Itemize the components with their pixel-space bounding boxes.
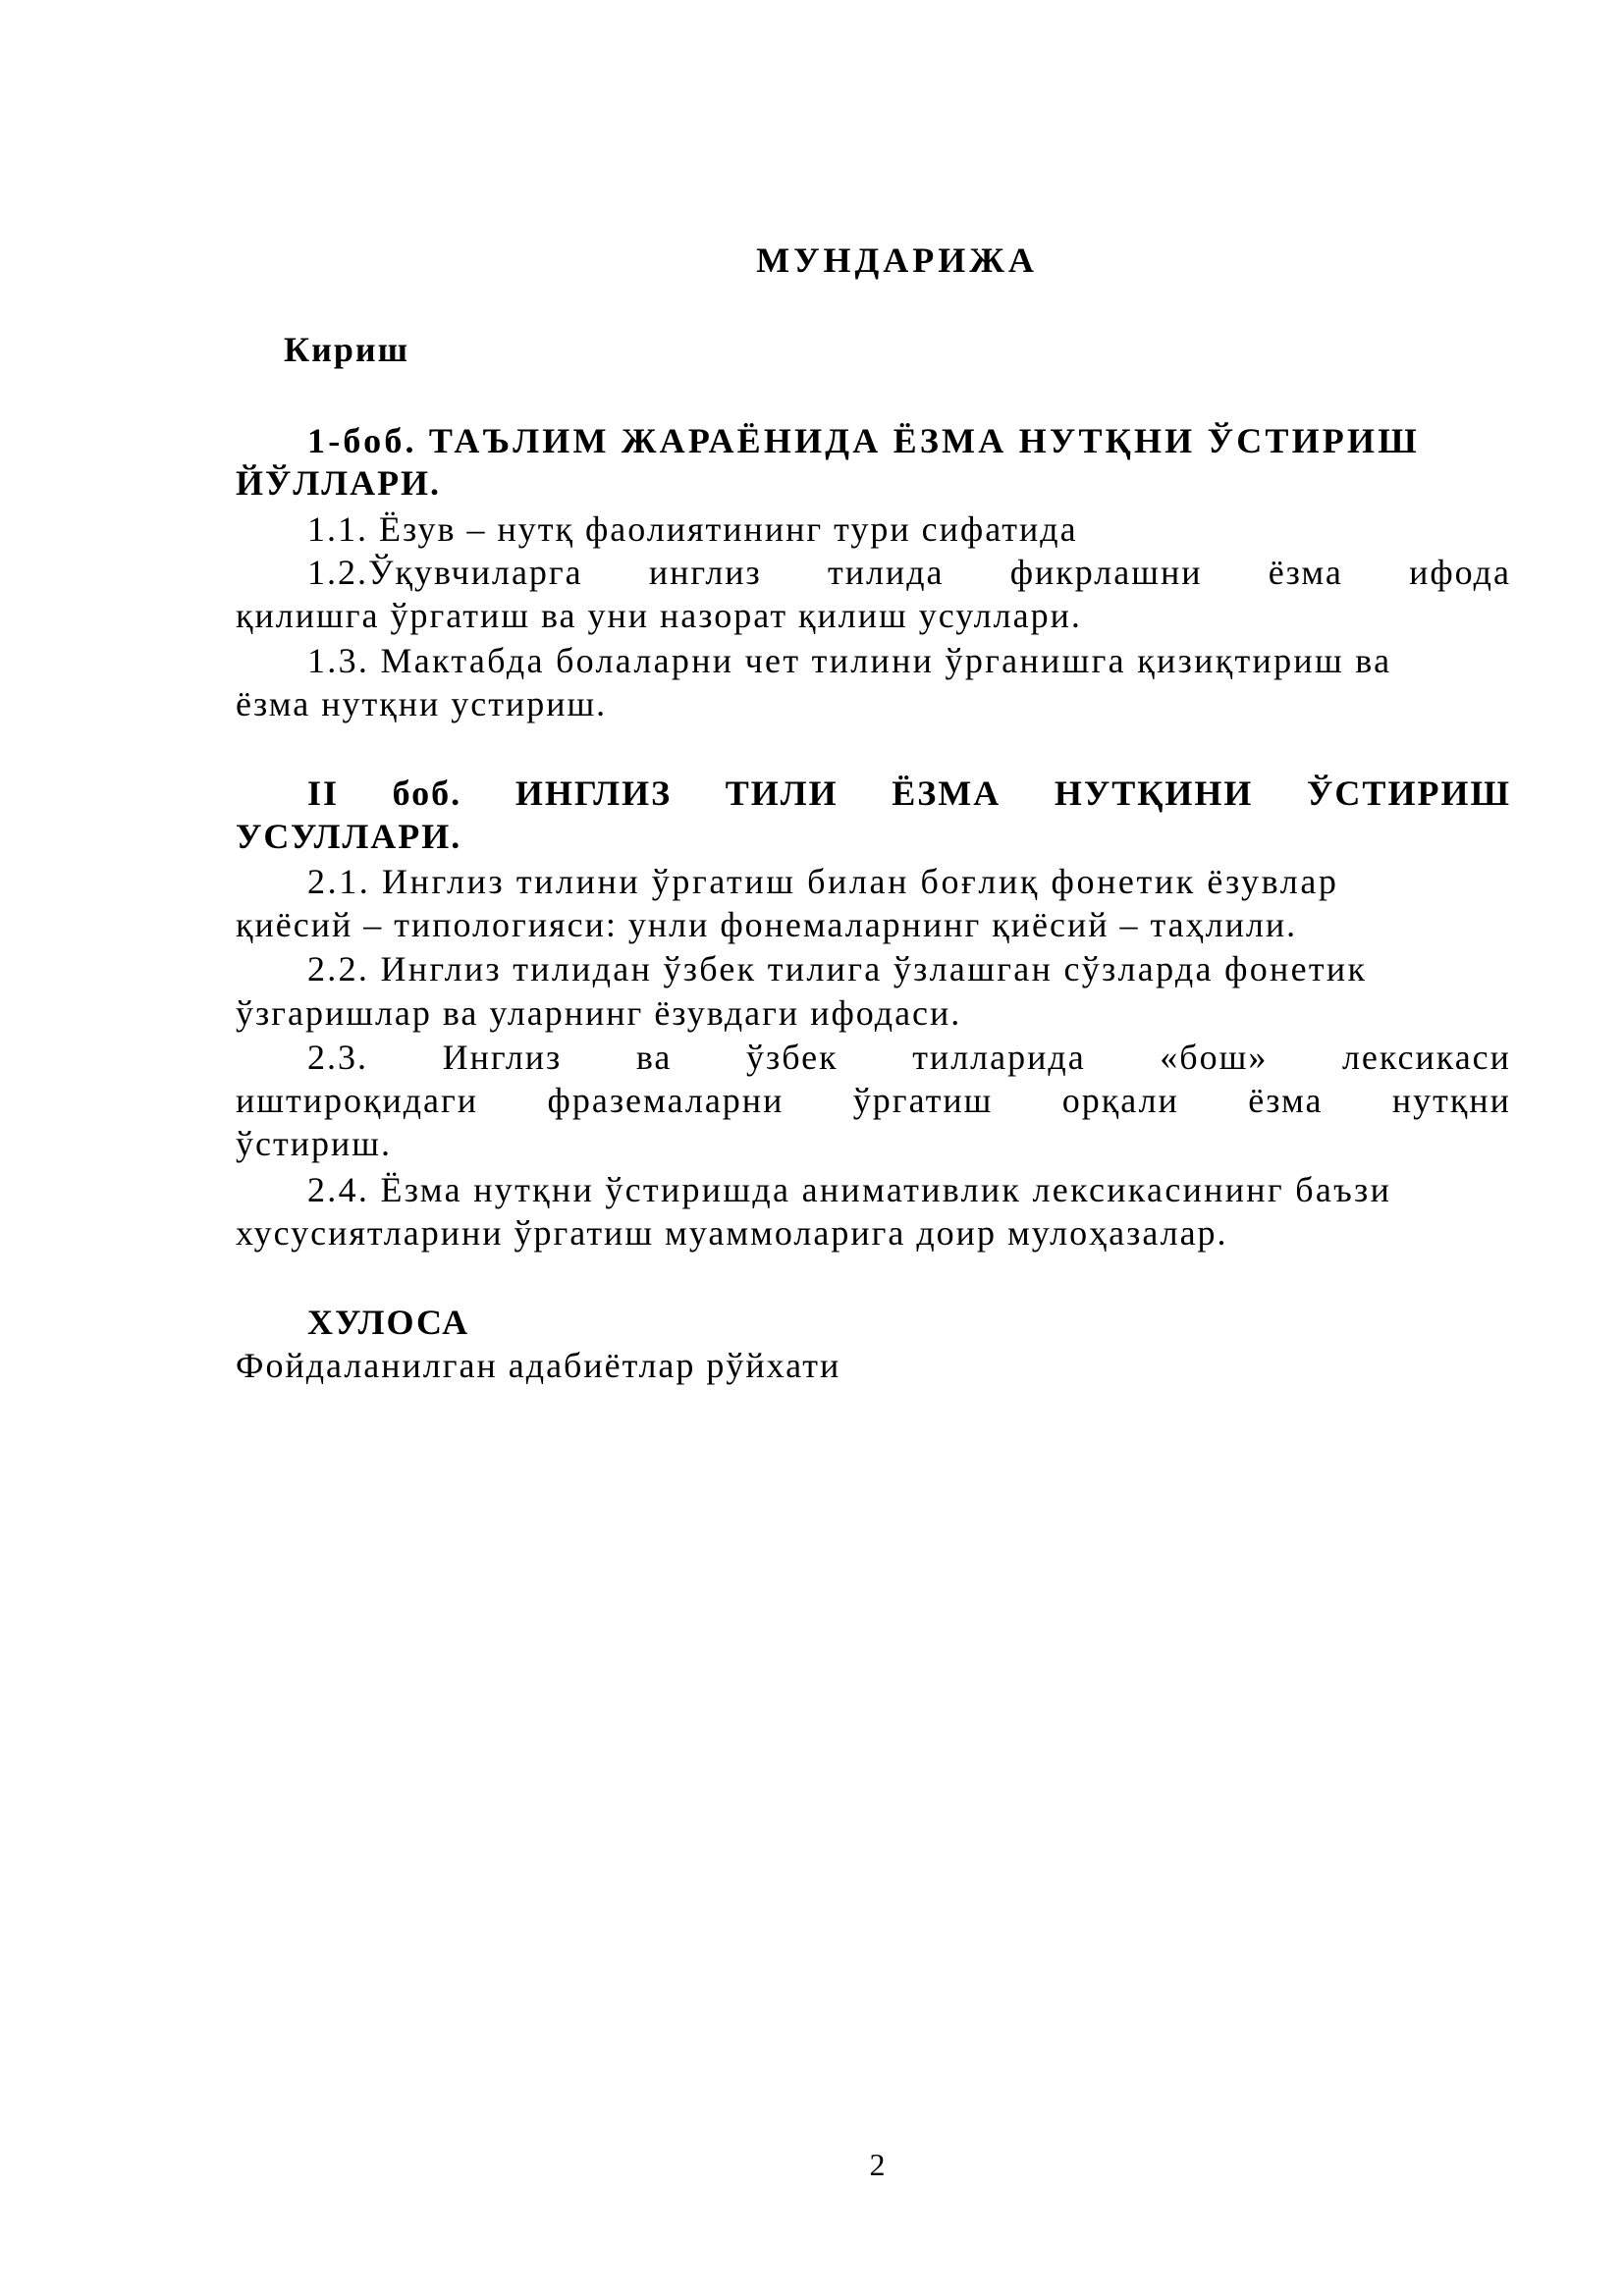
word: иштироқидаги [236, 1081, 479, 1120]
intro-heading: Кириш [284, 330, 410, 369]
word: боб. [392, 774, 462, 813]
word: ёзма [1268, 553, 1343, 592]
word: нутқни [1391, 1081, 1511, 1120]
word: 1.2.Ўқувчиларга [307, 553, 583, 592]
word: ифода [1409, 553, 1511, 592]
word: 2.3. [307, 1038, 368, 1077]
word: ўзбек [746, 1038, 839, 1077]
chapter1-heading-line2: ЙЎЛЛАРИ. [236, 463, 442, 503]
word: ўргатиш [852, 1081, 994, 1120]
section-1-1: 1.1. Ёзув – нутқ фаолиятининг тури сифатида [307, 509, 1078, 549]
section-1-3-line2: ёзма нутқни устириш. [236, 684, 608, 723]
word: ёзма [1248, 1081, 1324, 1120]
section-2-1-line1: 2.1. Инглиз тилини ўргатиш билан боғлиқ фонетик ёзувлар [307, 862, 1339, 901]
word: ИНГЛИЗ [514, 774, 673, 813]
section-2-3-line1 [307, 1036, 1511, 1079]
word: ЁЗМА [892, 774, 1001, 813]
word: ва [635, 1038, 673, 1077]
word: фраземаларни [547, 1081, 785, 1120]
section-2-4-line1: 2.4. Ёзма нутқни ўстиришда анимативлик лексикасининг баъзи [307, 1170, 1392, 1209]
word: Инглиз [442, 1038, 563, 1077]
page-number: 2 [869, 2147, 886, 2182]
references-heading: Фойдаланилган адабиётлар рўйхати [236, 1346, 841, 1385]
page-title: МУНДАРИЖА [756, 240, 1038, 280]
word: лексикаси [1341, 1038, 1511, 1077]
word: тилида [827, 553, 945, 592]
chapter2-heading-line1 [307, 772, 1511, 815]
word: НУТҚИНИ [1054, 774, 1254, 813]
chapter1-heading-line1: 1-боб. ТАЪЛИМ ЖАРАЁНИДА ЁЗМА НУТҚНИ ЎСТИРИШ [307, 421, 1420, 460]
word: ТИЛИ [725, 774, 839, 813]
section-2-2-line2: ўзгаришлар ва уларнинг ёзувдаги ифодаси. [236, 993, 962, 1033]
section-2-3-line3: ўстириш. [236, 1124, 392, 1163]
section-2-4-line2: хусусиятларини ўргатиш муаммоларига доир мулоҳазалар. [236, 1213, 1228, 1253]
word: орқали [1061, 1081, 1179, 1120]
word: ЎСТИРИШ [1307, 774, 1511, 813]
chapter2-heading-line2: УСУЛЛАРИ. [236, 817, 462, 856]
section-1-2-line2: қилишга ўргатиш ва уни назорат қилиш усуллари. [236, 596, 1082, 635]
word: фикрлашни [1009, 553, 1203, 592]
word: инглиз [648, 553, 762, 592]
section-2-2-line1: 2.2. Инглиз тилидан ўзбек тилига ўзлашган сўзларда фонетик [307, 949, 1368, 988]
word: II [307, 774, 340, 813]
section-1-3-line1: 1.3. Мактабда болаларни чет тилини ўрганишга қизиқтириш ва [307, 641, 1392, 680]
section-1-2-line1 [307, 551, 1511, 594]
section-2-1-line2: қиёсий – типологияси: унли фонемаларнинг қиёсий – таҳлили. [236, 905, 1298, 944]
word: тилларида [912, 1038, 1086, 1077]
conclusion-heading: ХУЛОСА [307, 1303, 470, 1342]
word: «бош» [1160, 1038, 1269, 1077]
section-2-3-line2 [236, 1079, 1511, 1122]
